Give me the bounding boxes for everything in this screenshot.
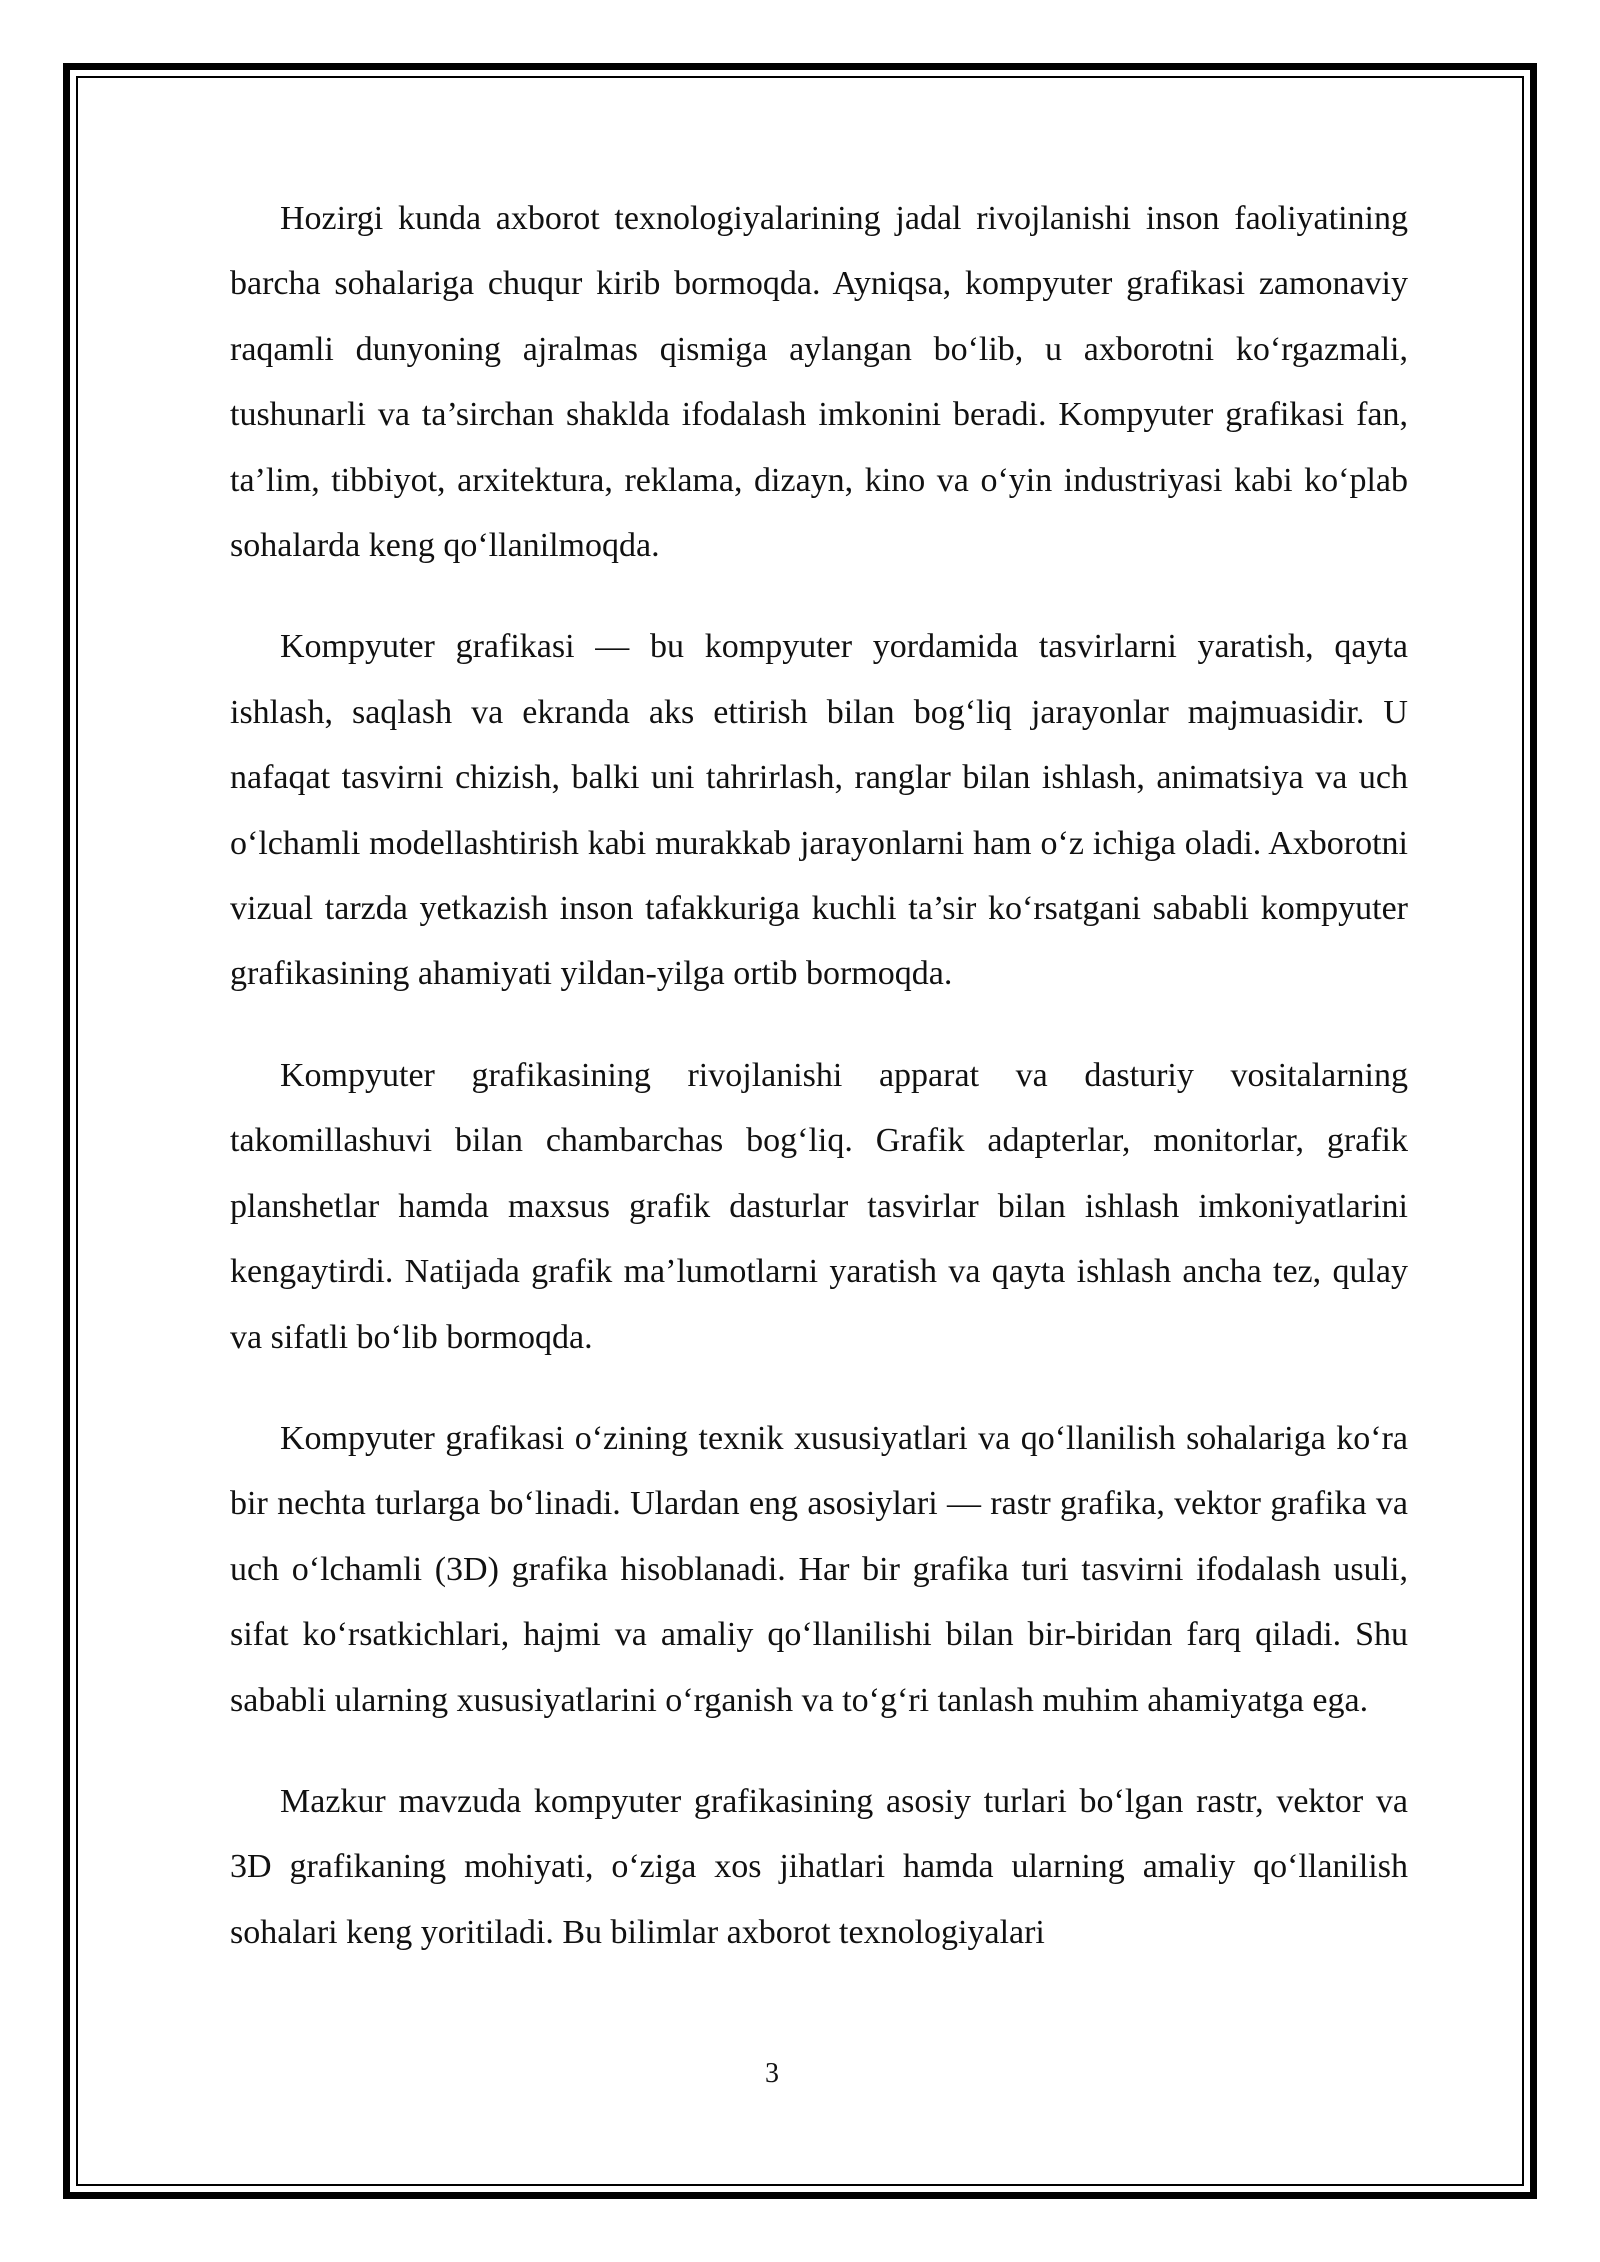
paragraph-4: Kompyuter grafikasi o‘zining texnik xususiyatlari va qo‘llanilish sohalariga ko‘ra bir nechta turlarga bo‘linadi. Ulardan eng asosiylari — rastr grafika, vektor grafika va uch o‘lchamli (3D) grafika hisoblanadi. Har bir grafika turi tasvirni ifodalash usuli, sifat ko‘rsatkichlari, hajmi va amaliy qo‘llanilishi bilan bir-biridan farq qiladi. Shu sababli ularning xususiyatlarini o‘rganish va to‘g‘ri tanlash muhim ahamiyatga ega. — [230, 1419, 1408, 1719]
paragraph-5: Mazkur mavzuda kompyuter grafikasining asosiy turlari bo‘lgan rastr, vektor va 3D grafikaning mohiyati, o‘ziga xos jihatlari hamda ularning amaliy qo‘llanilish sohalari keng yoritiladi. Bu bilimlar axborot texnologiyalari — [230, 1782, 1408, 1951]
paragraph-3: Kompyuter grafikasining rivojlanishi apparat va dasturiy vositalarning takomillashuvi bilan chambarchas bog‘liq. Grafik adapterlar, monitorlar, grafik planshetlar hamda maxsus grafik dasturlar tasvirlar bilan ishlash imkoniyatlarini kengaytirdi. Natijada grafik ma’lumotlarni yaratish va qayta ishlash ancha tez, qulay va sifatli bo‘lib bormoqda. — [230, 1056, 1408, 1356]
document-body — [230, 186, 1408, 1965]
page-number: 3 — [765, 2058, 779, 2089]
paragraph-1: Hozirgi kunda axborot texnologiyalarining jadal rivojlanishi inson faoliyatining barcha sohalariga chuqur kirib bormoqda. Ayniqsa, kompyuter grafikasi zamonaviy raqamli dunyoning ajralmas qismiga aylangan bo‘lib, u axborotni ko‘rgazmali, tushunarli va ta’sirchan shaklda ifodalash imkonini beradi. Kompyuter grafikasi fan, ta’lim, tibbiyot, arxitektura, reklama, dizayn, kino va o‘yin industriyasi kabi ko‘plab sohalarda keng qo‘llanilmoqda. — [230, 200, 1408, 565]
paragraph-2: Kompyuter grafikasi — bu kompyuter yordamida tasvirlarni yaratish, qayta ishlash, saqlash va ekranda aks ettirish bilan bog‘liq jarayonlar majmuasidir. U nafaqat tasvirni chizish, balki uni tahrirlash, ranglar bilan ishlash, animatsiya va uch o‘lchamli modellashtirish kabi murakkab jarayonlarni ham o‘z ichiga oladi. Axborotni vizual tarzda yetkazish inson tafakkuriga kuchli ta’sir ko‘rsatgani sababli kompyuter grafikasining ahamiyati yildan-yilga ortib bormoqda. — [230, 628, 1408, 993]
